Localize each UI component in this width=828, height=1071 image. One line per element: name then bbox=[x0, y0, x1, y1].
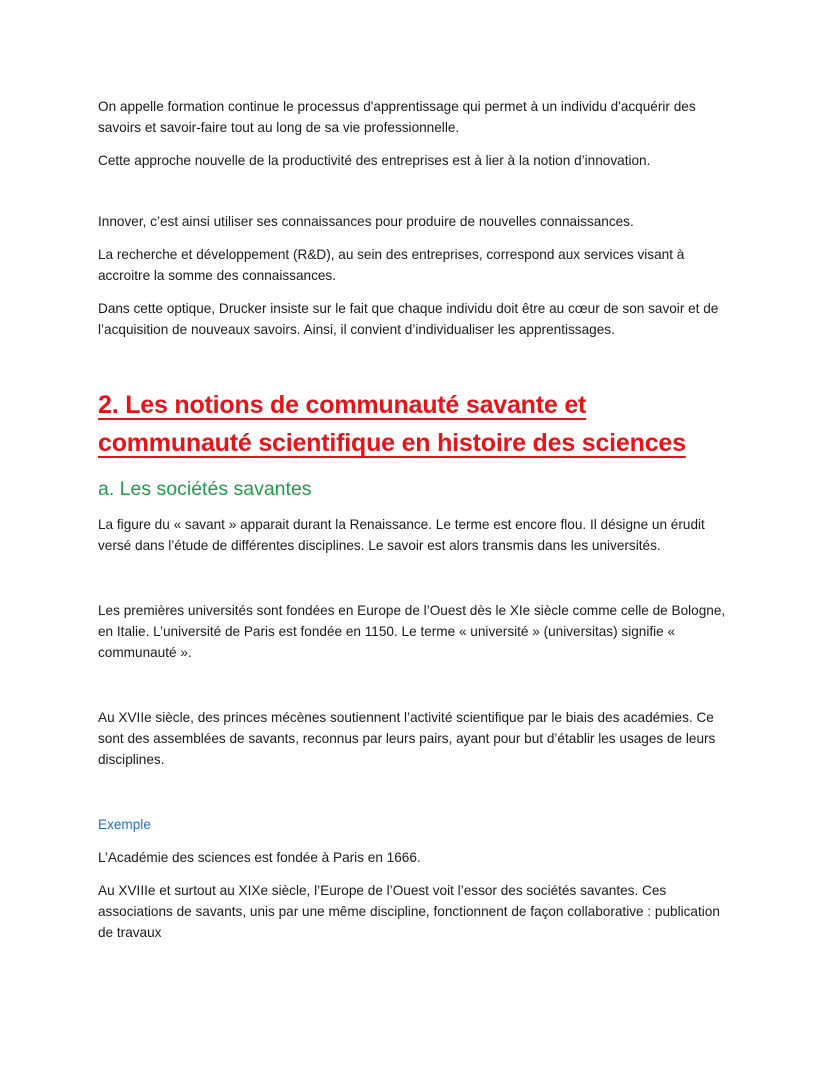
document-page bbox=[98, 96, 738, 943]
paragraph-drucker: Dans cette optique, Drucker insiste sur le fait que chaque individu doit être au cœur de son savoir et de l’acquisition de nouveaux savoirs. Ainsi, il convient d’individualiser les apprentissages. bbox=[98, 301, 719, 337]
example-text: L’Académie des sciences est fondée à Paris en 1666. bbox=[98, 850, 421, 865]
paragraph-recherche-developpement: La recherche et développement (R&D), au sein des entreprises, correspond aux services visant à accroitre la somme des connaissances. bbox=[98, 247, 685, 283]
paragraph-societes-savantes: Au XVIIIe et surtout au XIXe siècle, l’Europe de l’Ouest voit l’essor des sociétés savantes. Ces associations de savants, unis par une même discipline, fonctionnent de façon collaborative : publication de travaux bbox=[98, 883, 720, 940]
paragraph-innover: Innover, c’est ainsi utiliser ses connaissances pour produire de nouvelles connaissances. bbox=[98, 214, 634, 229]
section-subheading: a. Les sociétés savantes bbox=[98, 478, 312, 500]
paragraph-academies: Au XVIIe siècle, des princes mécènes soutiennent l’activité scientifique par le biais des académies. Ce sont des assemblées de savants, reconnus par leurs pairs, ayant pour but d’établir les usages de leurs disciplines. bbox=[98, 710, 716, 767]
paragraph-savant: La figure du « savant » apparait durant la Renaissance. Le terme est encore flou. Il désigne un érudit versé dans l’étude de différentes disciplines. Le savoir est alors transmis dans les universités. bbox=[98, 517, 705, 553]
paragraph-universites: Les premières universités sont fondées en Europe de l’Ouest dès le XIe siècle comme celle de Bologne, en Italie. L’université de Paris est fondée en 1150. Le terme « université » (universitas) signifie « communauté ». bbox=[98, 603, 726, 660]
paragraph-innovation: Cette approche nouvelle de la productivité des entreprises est à lier à la notion d’innovation. bbox=[98, 153, 651, 168]
paragraph-formation-continue: On appelle formation continue le processus d'apprentissage qui permet à un individu d'acquérir des savoirs et savoir-faire tout au long de sa vie professionnelle. bbox=[98, 99, 696, 135]
example-label: Exemple bbox=[98, 817, 151, 832]
section-heading: 2. Les notions de communauté savante et communauté scientifique en histoire des sciences bbox=[98, 391, 686, 457]
